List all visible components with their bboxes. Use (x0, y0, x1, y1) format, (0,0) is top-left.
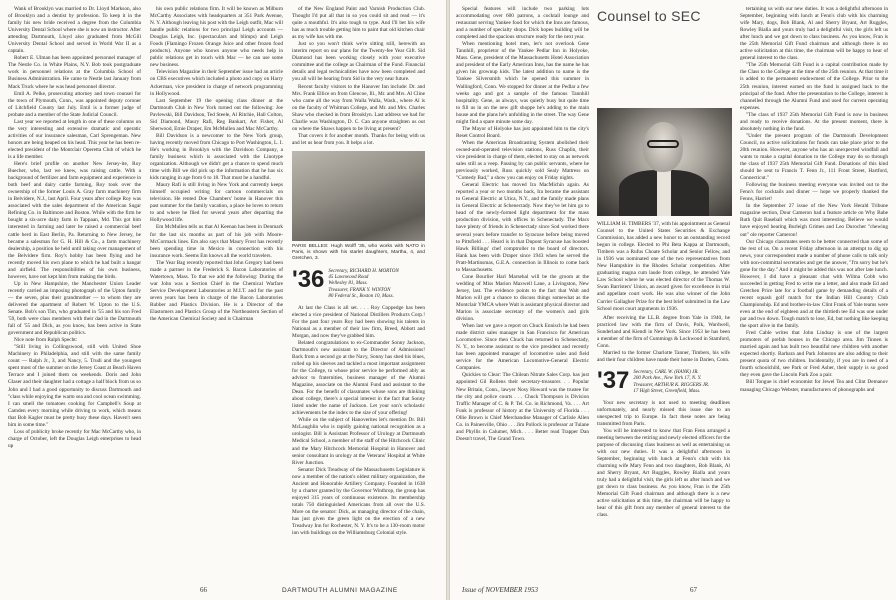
article-paragraph: Quickies to Clear: The Chilean Nitrate Sales Corp. has just appointed Gil Rollens their secretary-treasurer. . . Popular New Britain, Conn., lawyer Nosy Howard was the trustee for the city and police courts . . . Chuck Thompson is Division Traffic Manager of C. & P. Tel. Co. in Richmond, Va. . . . Art Funk is professor of history at the University of Florida . . . Ollie Brown is Chief Merchandise Manager of Carlisle Allen Co. in Painesville, Ohio . . . Jim Pollock is professor at Tulane and Phyllis in Calumet, Mich. . . . Better read Trapper Dan Doesn't travel, The Grand Town. (456, 372, 589, 442)
article-paragraph: tertaining us with our new duties. It was a delightful afternoon in September, beginning with lunch at Fenn's club with his charming wife Mary, dogs, Bob Blank, Al and Sherry Bryant, Art Ruggles, Rowley Bialla and yours truly had a delightful visit, the girls left us after lunch and we got down to class business. As you know, Fran is the 25th Memorial Gift Fund chairman and although there is no active solicitation at this time, the chairman will be happy to hear of general interest to the class. (740, 6, 888, 62)
article-paragraph: Our Chicago classmates seem to be better connected than some of the rest of us. On a recent Friday afternoon in an attempt to dig up news, your correspondent made a number of phone calls to talk only with non-committal secretaries and get the answer, "I'm sorry but he's gone for the day." And it might be added this was not after late lunch. However, I did have a pleasant chat with Wilma Cobb who succeeded in getting Fred to write me a letter, and also made Ed and Gretchen Price late for a football game by demanding details of a recent squash golf match for the Indian Hill Country Club Championship. Ed and brother-in-law Clint Frank of Yale teams were even at the end of eighteen and at the thirtieth tee Ed was one under par and two down. Tough match to lose, Ed, but nothing like keeping the sport alive in the family. (740, 238, 888, 330)
article-paragraph: Maury Rafi is still living in New York and currently keeps himself occupied writing for cartoon commercials on television. He rented Doe Chambers' home in Hanover this past summer for the family vacation, a place he loves to return to and where he flied for several years after departing the Hollywood life. (150, 182, 283, 224)
right-column-2 (597, 221, 730, 576)
left-column-2 (150, 6, 283, 581)
article-paragraph: When the American Broadcasting System abolished their owned-and-operated television stations, Russ Chaplin, their vice president in charge of them, elected to stay on as network sales still as a veep. Passing by can public servants, where he previously worked, Russ quickly sold Sealy Mattress on "Comedy Bad," a show you can enjoy on Friday nights. (456, 139, 589, 182)
left-page (0, 0, 446, 600)
article-paragraph: Nice note from Ralph Specht: (14, 337, 78, 344)
article-paragraph: Bill Davidson is a newcomer to the New York group, having recently moved from Chicago to Port Washington, L. I. He's working in Brooklyn with the Davidson Company, a family business which is associated with the Linotype organization. Although we didn't get a chance to spend much time with Bill we did pick up the information that he has six kids ranging in age from 6 to 18. That must be a handful. (150, 132, 283, 182)
article-paragraph: Following the business meeting everyone was invited out to the Fenn's for cocktails and dinner — hope we properly thanked the Fenns, Harriet! (740, 182, 888, 203)
article-paragraph: Robert E. Ulman has been appointed personnel manager of The Nestle Co. in White Plains, N.Y. Bob took postgraduate work in personnel relations at the Columbia School of Business Administration. He came to Nestle last January from Mack Truck where he was head personnel director. (8, 55, 141, 90)
article-paragraph: Here's brief profile on another New Jersey-ite, Roy Buecher, who, last we knew, was raising cattle. With a background of fertilizer and farm equipment and experience in both beef and dairy cattle farming, Roy took over the ownership of the former Louis A. Gray farm machinery firm in Belvidere, N.J., last April. Four years after college Roy was associated with the sales department of the American Sugar Refining Co. in Baltimore and Boston. While with the firm he bought a six-acre dairy farm in Tappaan, Md. This got him interested in farming and later he raised a commercial beef cattle herd in East Berlin, Pa. Returning to New Jersey, he became a salesman for G. H. Hill & Co., a farm machinery dealership, a position he held until taking over management of the Belvidere firm. Roy's hobby has been flying and he recently moved his own plane to which he had built a hangar and airfield. The responsibilities of his own business, however, have not kept him from making the birds. (8, 161, 141, 280)
article-paragraph: General Electric has moved Ira MacMichin again. As reported a year or two months back, Ira became the assistant to General Electric at Utica, N.Y., and the family made plans in General Electric at Schenectady. Now they've let him go to head of the newly-formed light department for the mass production division, with offices in Schenectady. The Macs have plenty of friends in Schenectady since Sod worked there several years before transfer to Syracuse before being moved to Pittsfield . . . Heard is in that Dupont Syracuse has boosted Hawk Billings' chef comptroller to the board of directors. Hank has been with Draper since 1943 when he served the Pratt-Martinsmas, G.E.A. connection in Illinois to come back to Massachusetts. (456, 182, 589, 273)
article-paragraph: "The 25th Memorial Gift Fund is a capital contribution made by the Class to the College at the time of the 25th reunion. At that time it is added to the permanent endowment of the College. Prior to the 25th reunion, interest earned on the fund is assigned back to the principal of the fund. After the presentation to the College, interest is channelled through the Alumni Fund and used for current operating expenses. (740, 62, 888, 111)
magazine-name: DARTMOUTH ALUMNI MAGAZINE (282, 587, 398, 594)
class-36-secretary: Secretary, RICHARD H. MORTON (328, 268, 399, 274)
article-paragraph: Last September 19 the opening class dinner at the Dartmouth Club in New York turned out the following: Joe Pavlewski, Bill Davidson, Ted Steele, Al Ritchie, Hall Colton, Sid Diamond, Maury Rafi, Reg Bankart, Art Fisher, Al Sherwood, Ernie Draper, Em McMullen and Mac McCarthy. (150, 97, 283, 132)
right-page (450, 0, 896, 600)
class-36-year: '36 (292, 265, 325, 293)
class-37-header (597, 366, 730, 396)
article-paragraph: When mentioning hotel men, let's not overlook Gene Tannhill, proprietor of the Yankee Pedlar Inn in Holyoke, Mass. Gene, president of the Massachusetts Hotel Association and president of the Early American Inns, has the name he has given his grownup kids. The latest addition to name is the Yankee Silversmith which he opened this summer in Wallingford, Conn. We stopped for dinner at the Pedlar a few weeks ago and got a sample of the famous Tannhill hospitality. Gene, as always, was quietly busy but quite time to fill us in on the new gift shoppe he's adding to the main house and the plans he's unfolding in the street. The way Gene might find a spare minute some day. (456, 41, 589, 125)
article-paragraph: Bill Tongue is chief economist for Jewel Tea and Clint Demanov managing Chicago Webster, manufacturers of phonographs and (740, 379, 888, 393)
article-paragraph: of the New England Paint and Varnish Production Club. Thought I'd put all that in so you could sit and read — it's quite a mouthful. It's also tough to type. And I'll bet his wife has as much trouble getting him to paint that old kitchen chair as my wife has with me. (292, 6, 425, 41)
left-column-1 (8, 6, 141, 581)
class-36-treasurer: Treasurer, FRANK Y. WINTON (328, 287, 391, 293)
article-paragraph: Special features will include two parking lots accommodating over 600 patrons, a cocktail lounge and restaurant serving Yankee food for which the Inns are famous, and a number of specialty shops. Dick hopes building will be completed and the spacious structure ready for the next year. (456, 6, 589, 41)
article-paragraph: Belated congratulations to ex-Commander Sonny Jackson, Dartmouth's new assistant to the Director of Admissions! Back from a second go at the Navy, Sonny has shed his blues, rolled up his sleeves and tackled a most important assignment for the College, to whose prior service he performed ably as advisor to fraternities, business manager of the Alumni Magazine, associate on the Alumni Fund and assistant to the Dean. For the benefit of classmates whose sons are thinking about college, there's a special interest in the fact that Sonny listed under the name of Jackson. Let your son's scholastic achievements be the index to the size of your offering! (292, 339, 425, 417)
article-paragraph: The Mayor of Holyoke has just appointed him to the city's Reset Control Board. (456, 125, 589, 139)
photo-caption: PARIS BELLES: Hugh Wolff '35, who works with NATO in Paris, is shown with his starlet daughters, Martha, 4, and Gretchen, 3. (292, 243, 425, 262)
article-paragraph: his own public relations firm. It will be known as Milburn McCarthy Associates with headquarters at 351 Park Avenue, N. Y. Although leaving his post with the Leigh outfit, Mac will handle public relations for two principal Leigh accounts — Douglas Leigh, Inc. (spectaculars and blimps) and Leigh Foods (Flamingo Frozen Orange Juice and other frozen food products). Anyone who knows anyone who needs help in public relations get in touch with Mac — he can use some new business. (150, 6, 283, 69)
class-37-treasurer: Treasurer, ARTHUR K. RIGGERS JR. (633, 382, 710, 388)
portrait-caption: WILLIAM H. TIMBERS '37, with his appointment as General Counsel to the United States Securities & Exchange Commission, has added a new honor to an outstanding record begun in college. Elected to Phi Beta Kappa at Dartmouth, Timbers was a Rufus Choate Scholar and Senior Fellow, and in 1936 was nominated one of the two representatives from New Hampshire in the Rhodes Scholar competition. After graduating magna cum laude from college, he attended Yale Law School where he was elected director of the Thomas W. Swan Barristers' Union, an award given for excellence in trial and appellate court work. He was also winner of the John Currier Gallagher Prize for the best brief submitted in the Law School moot court arguments in 1936. (597, 221, 730, 312)
article-paragraph: Your new secretary is not used to meeting deadlines unfortunately, and nearly missed this issue due to an unexpected trip to Europe. In fact these notes are being transmitted from Paris. (597, 399, 730, 427)
issue-date: Issue of NOVEMBER 1953 (462, 586, 539, 594)
class-36-sec-address1: 45 Lawnwood Road (328, 274, 369, 280)
class-37-officers (633, 370, 709, 396)
article-paragraph: After receiving the LL.B. degree from Yale in 1940, he practiced law with the firm of Davis, Polk, Wardwell, Sunderland and Kiendl in New York. Since 1953 he has been a member of the firm of Cummings & Lockwood in Stamford, Conn. (597, 314, 730, 349)
article-paragraph: While on the subject of Hanoverites let's mention Dr. Bill McLaughlin who is rapidly gaining national recognition as a urologist. Bill is Assistant Professor of Urology at Dartmouth Medical School, a member of the staff of the Hitchcock Clinic and the Mary Hitchcock Memorial Hospital in Hanover and senior consultant in urology at the Veterans' Hospital at White River Junction. (292, 417, 425, 466)
article-paragraph: Last year we reported at length in one of these columns on the very interesting and extensive dramatic and operatic activities of our insurance salesman, Carl Sprengeman. New honors are being heaped on his head. This year he has been re-elected president of the Montclair Operetta Club of which he is a life member. (8, 118, 141, 160)
left-page-number: 66 (200, 586, 207, 594)
article-paragraph: "Under the present program of the Dartmouth Development Council, no active solicitations for funds can take place prior to the 20th reunion. However, anyone who has an unexpected windfall and wants to make a capital donation to the College may do so through the class of 1937 25th Memorial Gift Fund. Donations of this kind should be sent to Francis T. Fenn Jr., 111 Front Street, Hartford, Connecticut." (740, 132, 888, 182)
counsel-title: Counsel to SEC (597, 8, 701, 24)
article-paragraph: In the September 27 issue of the New York Herald Tribune magazine section, Dour Cameron had a feature article on Why Babe Ruth Quit Baseball which was most interesting. Believe we would have enjoyed hearing Burleigh Grimes and Leo Durocher "chewing out" ole reporter Cameron! (740, 203, 888, 238)
right-column-2-top (597, 30, 730, 100)
article-paragraph: Television Magazine in their September issue had an article on CBS executives which included a photo and copy on Harry Ackerman, vice president in charge of network programming in Hollywood. (150, 69, 283, 97)
article-paragraph: Emil A. Pelke, prosecuting attorney and town counsel for the town of Plymouth, Conn., was appointed deputy coroner of Litchfield County last July. Emil is a former judge of probate and a member of the State Judicial Council. (8, 90, 141, 118)
article-paragraph: Cone Bourlier Harl Marsehal will be the groom at the wedding of Miss Marion Maxwell Lane, a Livingston, New Jersey, last. The evidence points to the fact that Walt and Marion will get a chance to discuss things somewhat as the Montclair YMCA where Walt is assistant physical director and Marion is associate secretary of the women's and girls division. (456, 273, 589, 323)
article-paragraph: Senator Dick Treadway of the Massachusetts Legislature is now a member of the nation's oldest military organization, the Ancient and Honorable Artillery Company. Founded in 1638 by a charter granted by the Governor Winthrop, the group has enjoyed 315 years of continuous existence. Its membership totals 750 distinguished Americans from all over the U.S. More on the senator: Dick, as managing director of the chain, has just given the green light on the erection of a new Treadway Inn for Rochester, N. Y. It's to be a 130-room motor inn with buildings on the Williamsburg Colonial style. (292, 466, 425, 537)
right-column-1 (456, 6, 589, 581)
class-37-year: '37 (597, 366, 630, 394)
article-paragraph: Married to the former Charlotte Tanner, Timbers, his wife and their four children have made their home in Darien, Conn. (597, 349, 730, 363)
article-paragraph: "The class of 1937 25th Memorial Gift Fund is now in business and ready to receive donations. At the present moment, there is absolutely nothing in the fund. (740, 111, 888, 132)
article-paragraph: Up in New Hampshire, the Manchester Union Leader recently carried an imposing photograph of the Upton family — the seven, plus their grandmother — to whom they are delivered the apartment of Robert W. Upton to the U.S. Senate. Bob's son Tim, who graduated in '55 and his son Fred '59, both were class members with their dad in the Dartmouth fall of '55 and Dick, as you know, has been active in State government and Republican politics. (8, 280, 141, 337)
article-paragraph: "Still living in Collingswood, still with United Shoe Machinery in Philadelphia, and still with the same family count — Ralph Jr., 3, and Nancy, 5. Trudi and the youngest spent most of the summer on the Jersey Coast at Beach Haven Terrace and I joined them on weekends. Doris and John Glaser and their daughter had a cottage a half block from us so John and I had a good opportunity to discuss Dartmouth and "class while enjoying the warm sea and cool ocean swimming. I can smell the tomatoes cooking for Campbell's Soup at Camden every morning while driving to work, which means that Bob Kagler must be pretty busy these days. Haven't seen him in some time." (8, 344, 141, 428)
right-column-3 (740, 6, 888, 581)
class-36-sec-address2: Wellesley 81, Mass. (328, 281, 368, 287)
article-paragraph: Recent faculty visitors to the Hanover Inn include: Dr. and Mrs. Frank Ellice on from Glencoe, Ill., Mr. and Mrs. Al Cline who came all the way from Walla Walla, Wash., where Al is on the faculty of Whitman College, and Mr. and Mrs. Charles Shaw who checked in from Brooklyn. Last address we had for Charlie was Washington, D. C. Can anyone straighten us out on where the Shaws happen to be living at present? (292, 83, 425, 132)
left-column-3 (292, 6, 425, 581)
article-paragraph: Wank of Brooklyn was married to Dr. Lloyd Markson, also of Brooklyn and a dentist by profession. To keep it in the family his new bride received a degree from the Columbia University Dental School where she is now an instructor. After attending Dartmouth, Lloyd also graduated from McGill University Dental School and served in World War II as a captain. (8, 6, 141, 55)
class-37-tre-address: 17 High Street, Greenfield, Mass. (633, 389, 701, 395)
article-paragraph: That covers it for another month. Thanks for being with us and let us hear from you. It helps a lot. (292, 132, 425, 146)
article-paragraph: You will be interested to know that Fran Fenn arranged a meeting between the retiring and newly elected officers for the purpose of discussing class business as well as entertaining us with our new duties. It was a delightful afternoon in September, beginning with lunch at Fenn's club with his charming wife Mary Fenn and two daughters, Bob Blank, Al and Sherry Bryant, Art Ruggles, Rowley Bialla and yours truly had a delightful visit, the girls left us after lunch and we got down to class business. As you know, Fran is the 25th Memorial Gift Fund chairman and although there is a new active solicitation at this time, the chairman will be happy to hear of this gift from any member of general interest to the class. (597, 427, 730, 519)
article-paragraph: Fred Cable writes that John Lindsay is one of the largest promoters of prefab houses in the Chicago area. Jim Tinnen is married again and has built two beautiful new children with another expected shortly. Barbara and Park Johnston are also adding to their present quota of two children. Incidentally, if you are in need of a fourth schoolchild, see Park or Fred Asher, their supply is so good they even gave the Lincoln Park Zoo a pair. (740, 330, 888, 379)
class-37-secretary: Secretary, CARL W. (HANK) JR. (633, 369, 699, 375)
paris-belles-photo (292, 151, 425, 241)
class-37-sec-address1: 200 Park Ave., New York 17, N. Y. (633, 376, 702, 382)
article-paragraph: Loss of publicity broke recently for Mac McCarthy who, in charge of October, left the Douglas Leigh enterprises to head up (8, 428, 141, 449)
article-paragraph: Just so you won't think we're sitting still, herewith an interim report on our plans for the Twenty-fee Year Gift. Sid Diamond has been working closely with your executive committee and the college as Chairman of the Fund. Financial details and legal technicalities have now been completed and you all will be hearing from Sid in the very near future. (292, 41, 425, 83)
class-36-officers (328, 269, 398, 301)
article-paragraph: At last the Class is all set. . . . Roy Coppedge has been elected a vice president of National Distillers Products Corp.! For the past four years Roy had been showing his talents in National as a member of their law firm, Breed, Abbott and Morgan, and now they've grabbed him. (292, 304, 425, 339)
class-36-header (292, 265, 425, 301)
class-36-tre-address: 80 Federal St., Boston 10, Mass. (328, 294, 394, 300)
right-page-number: 67 (690, 586, 697, 594)
article-paragraph: When last we gave a report on Chuck Ennisch he had been made district sales manager in San Francisco for American Locomotive. Since then Chuck has returned to Schenectady, N. Y., to become assistant to the vice president and recently has been appointed manager of locomotive sales and field service for the American Locomotive-General Electric Companies. (456, 323, 589, 372)
article-paragraph: Em McMullen tells us that Al Keenan has been in Denmark for the last six months as part of his job with Moore-McCormack lines. Em also says that Maury Frost has recently been spending time in Mexico in connection with his insurance work. Seems Em knows all the world travelers. (150, 224, 283, 259)
article-paragraph: The Year Bag recently reported that John Gregory had been made a partner in the Frederick S. Bacon Laboratories of Watertown, Mass. To that we add the following: During the war John was a Section Chief in the Chemical Warfare Service Development Laboratories at M.I.T. and for the past seven years has been in charge of the Bacon Laboratories Rubber and Plastics Division. He is a Director of the Elastomers and Plastics Group of the Northeastern Section of the American Chemical Society and is Chairman (150, 259, 283, 323)
timbers-portrait (597, 108, 732, 216)
